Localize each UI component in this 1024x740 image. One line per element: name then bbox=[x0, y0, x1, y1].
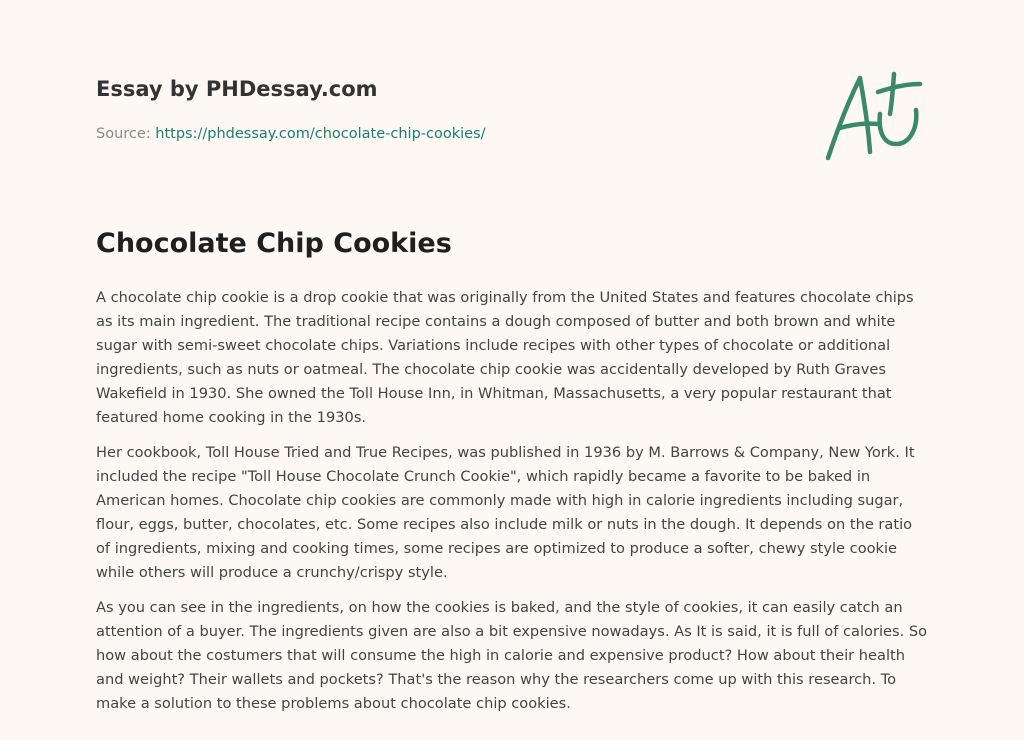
logo-plus-vertical bbox=[890, 74, 894, 114]
essay-paragraph-2: Her cookbook, Toll House Tried and True Recipes, was published in 1936 by M. Barrows & Company, New York. It included the recipe "Toll House Chocolate Crunch Cookie", which rapidly became a favorite to be baked in American homes. Chocolate chip cookies are commonly made with high in calorie ingredients including sugar, flour, eggs, butter, chocolates, etc. Some recipes also include milk or nuts in the dough. It depends on the ratio of ingredients, mixing and cooking times, some recipes are optimized to produce a softer, chewy style cookie while others will produce a crunchy/crispy style. bbox=[96, 444, 915, 581]
essay-content bbox=[96, 226, 928, 727]
a-plus-logo-svg bbox=[820, 66, 930, 166]
essay-title: Chocolate Chip Cookies bbox=[96, 228, 452, 259]
essay-paragraph-1: A chocolate chip cookie is a drop cookie that was originally from the United States and features chocolate chips as its main ingredient. The traditional recipe contains a dough composed of butter and both brown and white sugar with semi-sweet chocolate chips. Variations include recipes with other types of chocolate or additional ingredients, such as nuts or oatmeal. The chocolate chip cookie was accidentally developed by Ruth Graves Wakefield in 1930. She owned the Toll House Inn, in Whitman, Massachusetts, a very popular restaurant that featured home cooking in the 1930s. bbox=[96, 289, 914, 426]
site-title: Essay by PHDessay.com bbox=[96, 77, 378, 101]
logo-a-right-stroke bbox=[860, 78, 870, 152]
logo-a-crossbar bbox=[840, 124, 878, 128]
logo-a-left-stroke bbox=[828, 78, 860, 158]
logo-u-swoosh bbox=[880, 110, 917, 144]
essay-header bbox=[96, 74, 796, 144]
a-plus-logo-icon bbox=[820, 66, 930, 166]
source-label: Source: bbox=[96, 126, 151, 142]
source-line bbox=[96, 124, 796, 144]
source-link[interactable]: https://phdessay.com/chocolate-chip-cookies/ bbox=[155, 126, 486, 142]
essay-paragraph-3: As you can see in the ingredients, on how the cookies is baked, and the style of cookies, it can easily catch an attention of a buyer. The ingredients given are also a bit expensive nowadays. As It is said, it is full of calories. So how about the costumers that will consume the high in calorie and expensive product? How about their health and weight? Their wallets and pockets? That's the reason why the researchers come up with this research. To make a solution to these problems about chocolate chip cookies. bbox=[96, 599, 928, 712]
logo-plus-horizontal bbox=[878, 84, 920, 92]
